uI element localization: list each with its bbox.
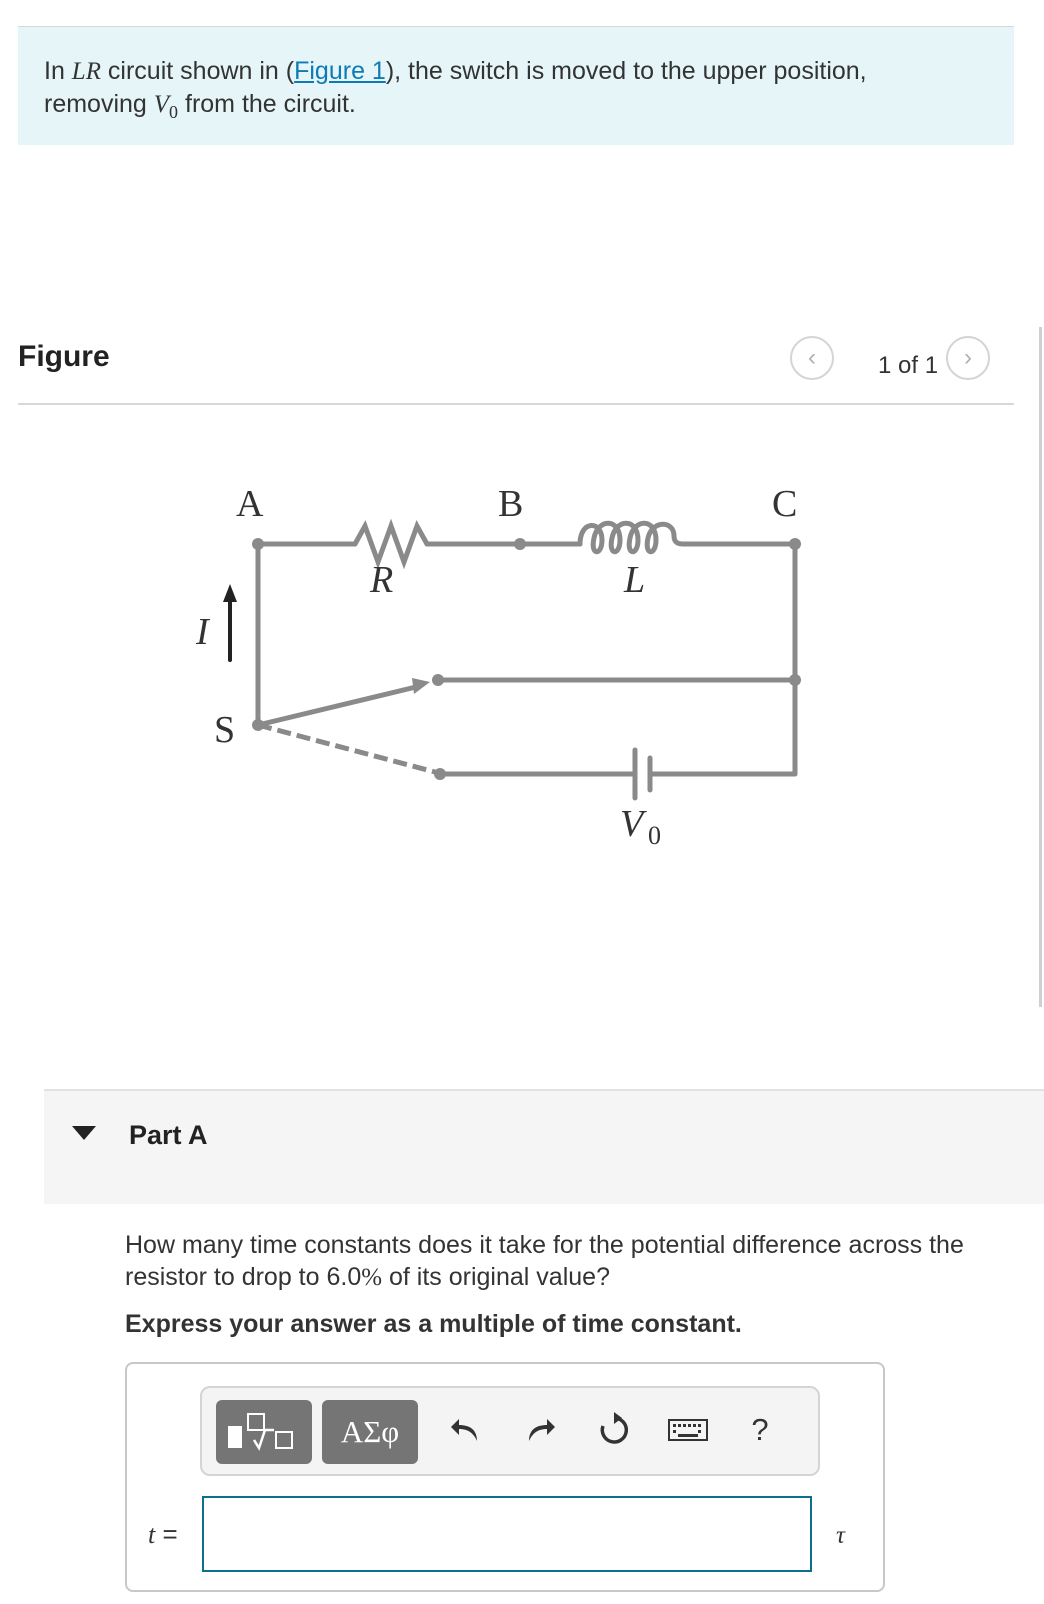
label-b: B bbox=[498, 483, 524, 525]
current-arrow-head bbox=[223, 584, 237, 602]
inductor-l bbox=[580, 523, 684, 552]
reset-icon[interactable] bbox=[592, 1408, 636, 1452]
resistor-r bbox=[355, 526, 427, 562]
greek-symbols-button[interactable]: ΑΣφ bbox=[322, 1400, 418, 1464]
help-button[interactable]: ? bbox=[751, 1412, 769, 1447]
switch-blade bbox=[258, 686, 420, 725]
label-i: I bbox=[196, 611, 209, 653]
next-figure-button[interactable] bbox=[946, 336, 990, 380]
node-a bbox=[252, 538, 264, 550]
answer-instruction: Express your answer as a multiple of time constant. bbox=[125, 1310, 742, 1338]
label-v-sub: 0 bbox=[648, 821, 661, 850]
figure-title: Figure bbox=[18, 340, 110, 373]
chevron-left-icon: ‹ bbox=[808, 344, 816, 371]
answer-input[interactable] bbox=[202, 1496, 812, 1572]
keyboard-icon[interactable] bbox=[664, 1408, 712, 1452]
chevron-right-icon: › bbox=[964, 344, 972, 371]
templates-button[interactable] bbox=[216, 1400, 312, 1464]
node-upper-contact bbox=[432, 674, 444, 686]
switch-dashed-position bbox=[258, 725, 435, 772]
label-l: L bbox=[624, 559, 646, 601]
node-c bbox=[789, 538, 801, 550]
label-v: V bbox=[620, 803, 644, 845]
redo-icon[interactable] bbox=[518, 1408, 562, 1452]
templates-icon bbox=[224, 1410, 304, 1454]
problem-intro bbox=[18, 27, 1014, 145]
node-b bbox=[514, 538, 526, 550]
label-a: A bbox=[236, 483, 264, 525]
figure-pager-text: 1 of 1 bbox=[878, 352, 939, 379]
figure-divider bbox=[18, 403, 1014, 405]
label-c: C bbox=[772, 483, 798, 525]
node-middle-right bbox=[789, 674, 801, 686]
scrollbar-track[interactable] bbox=[1039, 327, 1042, 1007]
prev-figure-button[interactable] bbox=[790, 336, 834, 380]
node-lower-contact bbox=[434, 768, 446, 780]
part-a-label: Part A bbox=[129, 1120, 208, 1150]
intro-text: In LR circuit shown in (Figure 1), the switch is moved to the upper position, removing $V_0$ from the circuit. bbox=[44, 57, 867, 122]
figure-link[interactable]: Figure 1 bbox=[294, 57, 386, 85]
switch-arrow-head bbox=[412, 678, 430, 694]
label-r: R bbox=[370, 559, 394, 601]
v0-symbol: $V_0$ bbox=[153, 91, 179, 122]
node-s bbox=[252, 719, 264, 731]
question-text: How many time constants does it take for the potential difference across the resistor to drop to 6.0% of its original value? bbox=[125, 1231, 964, 1291]
answer-variable-label: t = bbox=[148, 1519, 178, 1549]
collapse-triangle-icon[interactable] bbox=[72, 1126, 96, 1140]
undo-icon[interactable] bbox=[444, 1408, 488, 1452]
label-s: S bbox=[214, 709, 236, 751]
lr-symbol: LR bbox=[71, 58, 101, 85]
lr-circuit-diagram bbox=[150, 480, 850, 880]
answer-unit: τ bbox=[836, 1522, 845, 1549]
